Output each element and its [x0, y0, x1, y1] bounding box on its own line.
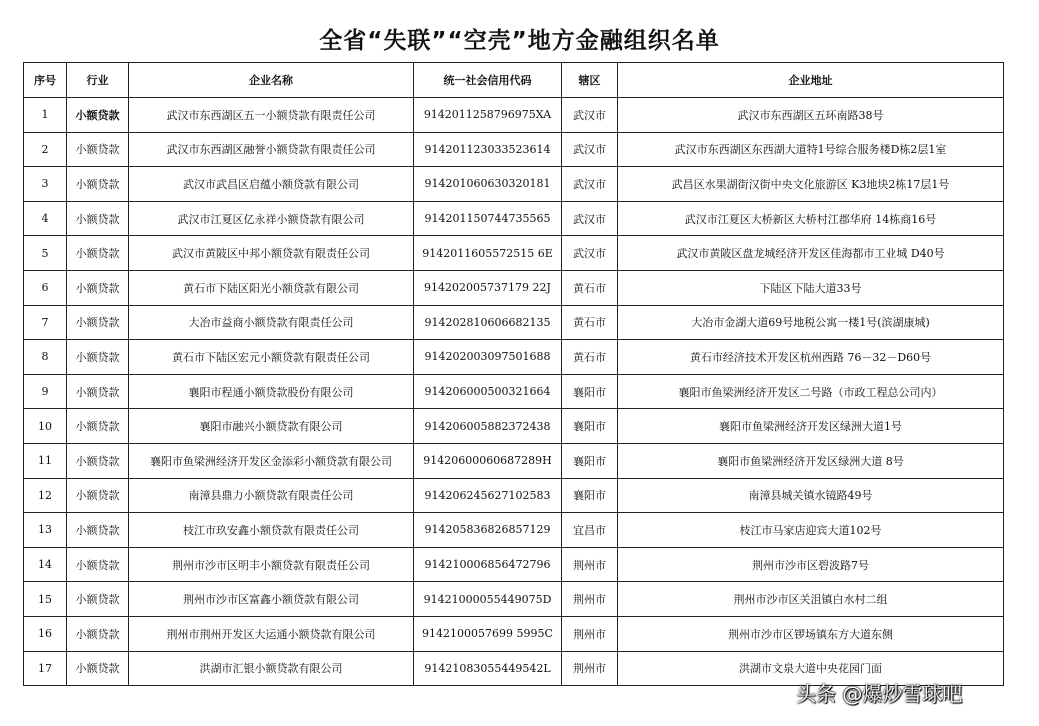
row-district: 襄阳市: [562, 409, 618, 444]
row-district: 襄阳市: [562, 443, 618, 478]
row-company-name: 武汉市东西湖区五一小额贷款有限责任公司: [129, 98, 414, 133]
row-company-name: 荆州市沙市区明丰小额贷款有限责任公司: [129, 547, 414, 582]
table-row: [24, 616, 1004, 651]
row-credit-code: 9142011605572515 6E: [414, 236, 562, 271]
company-table: [23, 62, 1004, 686]
row-company-name: 武汉市江夏区亿永祥小额贷款有限公司: [129, 201, 414, 236]
row-district: 武汉市: [562, 236, 618, 271]
row-district: 荆州市: [562, 547, 618, 582]
row-company-name: 大冶市益商小额贷款有限责任公司: [129, 305, 414, 340]
row-district: 宜昌市: [562, 513, 618, 548]
row-company-name: 黄石市下陆区宏元小额贷款有限责任公司: [129, 340, 414, 375]
row-address: 大冶市金湖大道69号地税公寓一楼1号(滨湖康城): [618, 305, 1004, 340]
row-number: 11: [24, 443, 67, 478]
row-industry: 小额贷款: [67, 478, 129, 513]
row-company-name: 荆州市沙市区富鑫小额贷款有限公司: [129, 582, 414, 617]
row-district: 襄阳市: [562, 478, 618, 513]
watermark: 头条 @爆炒雪球吧: [796, 682, 963, 706]
header-industry: 行业: [67, 63, 129, 98]
row-company-name: 枝江市玖安鑫小额贷款有限责任公司: [129, 513, 414, 548]
row-credit-code: 914206245627102583: [414, 478, 562, 513]
row-industry: 小额贷款: [67, 443, 129, 478]
row-number: 6: [24, 270, 67, 305]
row-credit-code: 914206000500321664: [414, 374, 562, 409]
row-industry: 小额贷款: [67, 167, 129, 202]
row-industry: 小额贷款: [67, 340, 129, 375]
table-row: [24, 132, 1004, 167]
table-row: [24, 547, 1004, 582]
row-address: 武汉市东西湖区五环南路38号: [618, 98, 1004, 133]
row-number: 16: [24, 616, 67, 651]
table-row: [24, 236, 1004, 271]
row-number: 1: [24, 98, 67, 133]
row-credit-code: 914205836826857129: [414, 513, 562, 548]
row-company-name: 襄阳市融兴小额贷款有限公司: [129, 409, 414, 444]
header-credit-code: 统一社会信用代码: [414, 63, 562, 98]
row-industry: 小额贷款: [67, 305, 129, 340]
row-address: 襄阳市鱼梁洲经济开发区绿洲大道 8号: [618, 443, 1004, 478]
row-number: 5: [24, 236, 67, 271]
row-address: 下陆区下陆大道33号: [618, 270, 1004, 305]
row-credit-code: 914202810606682135: [414, 305, 562, 340]
row-credit-code: 91421083055449542L: [414, 651, 562, 686]
table-row: [24, 305, 1004, 340]
row-number: 17: [24, 651, 67, 686]
row-address: 枝江市马家店迎宾大道102号: [618, 513, 1004, 548]
row-number: 14: [24, 547, 67, 582]
row-address: 武汉市东西湖区东西湖大道特1号综合服务楼D栋2层1室: [618, 132, 1004, 167]
row-number: 15: [24, 582, 67, 617]
row-district: 襄阳市: [562, 374, 618, 409]
row-credit-code: 91420600060687289H: [414, 443, 562, 478]
table-row: [24, 374, 1004, 409]
row-industry: 小额贷款: [67, 132, 129, 167]
row-number: 10: [24, 409, 67, 444]
row-industry: 小额贷款: [67, 98, 129, 133]
row-address: 武汉市黄陂区盘龙城经济开发区佳海都市工业城 D40号: [618, 236, 1004, 271]
row-address: 襄阳市鱼梁洲经济开发区绿洲大道1号: [618, 409, 1004, 444]
row-industry: 小额贷款: [67, 651, 129, 686]
row-number: 7: [24, 305, 67, 340]
row-district: 荆州市: [562, 616, 618, 651]
table-row: [24, 478, 1004, 513]
row-address: 襄阳市鱼梁洲经济开发区二号路（市政工程总公司内）: [618, 374, 1004, 409]
row-industry: 小额贷款: [67, 409, 129, 444]
header-district: 辖区: [562, 63, 618, 98]
header-company-name: 企业名称: [129, 63, 414, 98]
row-credit-code: 914206005882372438: [414, 409, 562, 444]
row-credit-code: 914201123033523614: [414, 132, 562, 167]
row-credit-code: 914201150744735565: [414, 201, 562, 236]
row-company-name: 洪湖市汇银小额贷款有限公司: [129, 651, 414, 686]
table-row: [24, 409, 1004, 444]
row-district: 黄石市: [562, 305, 618, 340]
row-number: 3: [24, 167, 67, 202]
row-credit-code: 914202005737179 22J: [414, 270, 562, 305]
row-number: 13: [24, 513, 67, 548]
row-district: 武汉市: [562, 201, 618, 236]
row-address: 荆州市沙市区锣场镇东方大道东侧: [618, 616, 1004, 651]
table-row: [24, 513, 1004, 548]
row-industry: 小额贷款: [67, 201, 129, 236]
row-company-name: 武汉市黄陂区中邦小额贷款有限责任公司: [129, 236, 414, 271]
row-address: 南漳县城关镇水镜路49号: [618, 478, 1004, 513]
row-industry: 小额贷款: [67, 513, 129, 548]
header-address: 企业地址: [618, 63, 1004, 98]
row-district: 武汉市: [562, 132, 618, 167]
table-row: [24, 582, 1004, 617]
row-company-name: 襄阳市鱼梁洲经济开发区金添彩小额贷款有限公司: [129, 443, 414, 478]
table-row: [24, 270, 1004, 305]
row-address: 荆州市沙市区关沮镇白水村二组: [618, 582, 1004, 617]
header-no: 序号: [24, 63, 67, 98]
table-header-row: [24, 63, 1004, 98]
row-credit-code: 9142011258796975XA: [414, 98, 562, 133]
row-district: 黄石市: [562, 270, 618, 305]
table-row: [24, 340, 1004, 375]
row-address: 荆州市沙市区碧波路7号: [618, 547, 1004, 582]
row-industry: 小额贷款: [67, 616, 129, 651]
row-district: 黄石市: [562, 340, 618, 375]
row-credit-code: 914202003097501688: [414, 340, 562, 375]
page-title: 全省“失联”“空壳”地方金融组织名单: [319, 28, 720, 54]
row-company-name: 襄阳市程通小额贷款股份有限公司: [129, 374, 414, 409]
table-row: [24, 167, 1004, 202]
row-company-name: 武汉市武昌区启蕴小额贷款有限公司: [129, 167, 414, 202]
row-address: 武昌区水果湖街汉街中央文化旅游区 K3地块2栋17层1号: [618, 167, 1004, 202]
row-address: 黄石市经济技术开发区杭州西路 76－32－D60号: [618, 340, 1004, 375]
row-number: 8: [24, 340, 67, 375]
row-district: 武汉市: [562, 167, 618, 202]
row-company-name: 武汉市东西湖区融誉小额贷款有限责任公司: [129, 132, 414, 167]
row-company-name: 南漳县鼎力小额贷款有限责任公司: [129, 478, 414, 513]
table-row: [24, 443, 1004, 478]
row-industry: 小额贷款: [67, 374, 129, 409]
row-credit-code: 914210006856472796: [414, 547, 562, 582]
row-district: 武汉市: [562, 98, 618, 133]
row-company-name: 荆州市荆州开发区大运通小额贷款有限公司: [129, 616, 414, 651]
row-industry: 小额贷款: [67, 270, 129, 305]
row-number: 4: [24, 201, 67, 236]
row-number: 9: [24, 374, 67, 409]
row-number: 12: [24, 478, 67, 513]
row-company-name: 黄石市下陆区阳光小额贷款有限公司: [129, 270, 414, 305]
table-row: [24, 201, 1004, 236]
row-number: 2: [24, 132, 67, 167]
row-industry: 小额贷款: [67, 547, 129, 582]
row-district: 荆州市: [562, 651, 618, 686]
row-credit-code: 914201060630320181: [414, 167, 562, 202]
row-credit-code: 91421000055449075D: [414, 582, 562, 617]
row-industry: 小额贷款: [67, 236, 129, 271]
row-district: 荆州市: [562, 582, 618, 617]
row-credit-code: 9142100057699 5995C: [414, 616, 562, 651]
row-industry: 小额贷款: [67, 582, 129, 617]
row-address: 武汉市江夏区大桥新区大桥村江郡华府 14栋商16号: [618, 201, 1004, 236]
row-address: 洪湖市文泉大道中央花园门面: [618, 651, 1004, 686]
table-row: [24, 98, 1004, 133]
